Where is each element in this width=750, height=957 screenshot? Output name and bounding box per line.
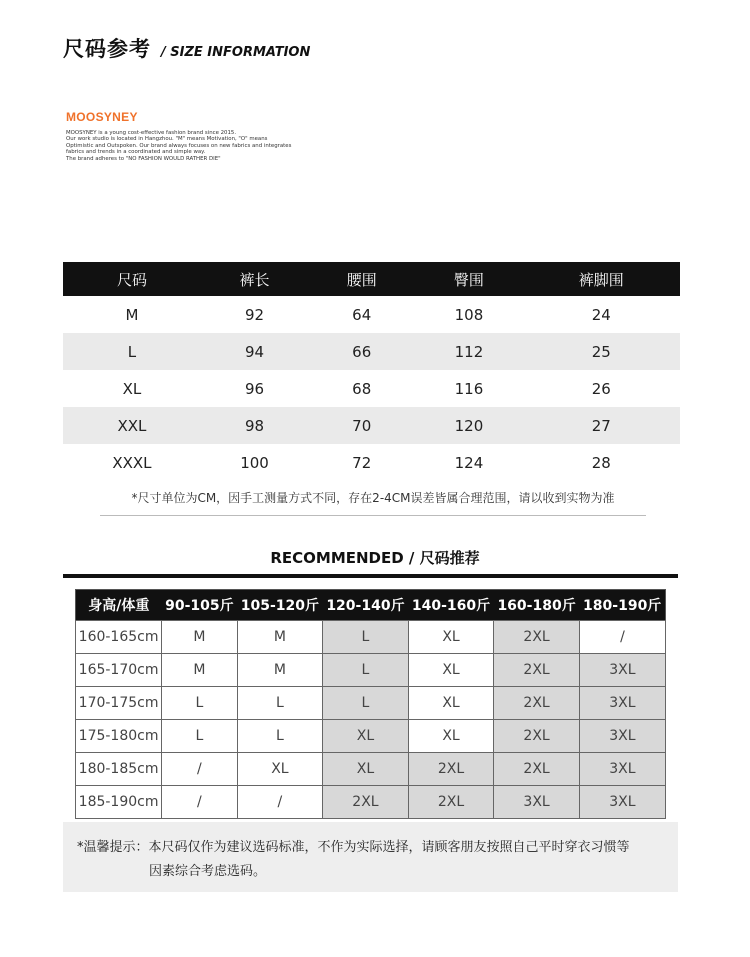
cell: 70 — [308, 407, 415, 444]
size-note: *尺寸单位为CM，因手工测量方式不同，存在2-4CM误差皆属合理范围，请以收到实物为准 — [100, 489, 646, 516]
recommend-header — [76, 590, 666, 621]
height-cell: 165-170cm — [76, 654, 162, 687]
header-waist: 腰围 — [308, 262, 415, 296]
cell: 25 — [523, 333, 680, 370]
height-cell: 180-185cm — [76, 753, 162, 786]
table-row — [76, 753, 666, 786]
table-row — [63, 370, 680, 407]
cell: M — [125, 305, 139, 324]
cell: 2XL — [494, 621, 580, 654]
recommend-table — [75, 589, 666, 819]
cell: 2XL — [494, 720, 580, 753]
header-length: 裤长 — [201, 262, 308, 296]
table-row — [76, 687, 666, 720]
height-cell: 160-165cm — [76, 621, 162, 654]
cell: XL — [408, 654, 494, 687]
header-cell: 身高/体重 — [76, 590, 162, 621]
cell: XL — [323, 753, 409, 786]
cell: 3XL — [579, 687, 665, 720]
cell: L — [162, 720, 237, 753]
cell: 2XL — [494, 753, 580, 786]
brand-line: fabrics and trends in a coordinated and simple way. — [66, 149, 206, 156]
header-cell: 90-105斤 — [162, 590, 237, 621]
cell: XL — [237, 753, 323, 786]
tip-box — [63, 822, 678, 892]
cell: M — [162, 621, 237, 654]
title-chinese: 尺码参考 — [63, 37, 151, 61]
cell: XL — [408, 687, 494, 720]
cell: L — [237, 720, 323, 753]
cell: 100 — [240, 453, 269, 472]
header-cell: 160-180斤 — [494, 590, 580, 621]
cell: 66 — [308, 333, 415, 370]
cell: 96 — [244, 379, 265, 398]
tip-text — [77, 836, 667, 884]
cell: XL — [323, 720, 409, 753]
cell: XXXL — [112, 453, 152, 472]
cell: 2XL — [323, 786, 409, 819]
brand-line: Our work studio is located in Hangzhou. "M" means Motivation, "O" means — [66, 136, 268, 143]
brand-block — [66, 110, 326, 162]
brand-logo: MOOSYNEY — [66, 110, 138, 124]
cell: XXL — [63, 407, 201, 444]
title-english: / SIZE INFORMATION — [161, 45, 311, 60]
cell: 26 — [591, 379, 611, 398]
height-cell: 170-175cm — [76, 687, 162, 720]
page-title — [63, 33, 310, 63]
height-cell: 175-180cm — [76, 720, 162, 753]
header-cell: 180-190斤 — [579, 590, 665, 621]
cell: XL — [408, 621, 494, 654]
header-cell: 105-120斤 — [237, 590, 323, 621]
cell: / — [162, 786, 237, 819]
cell: 120 — [415, 407, 522, 444]
brand-line: Optimistic and Outspoken. Our brand always focuses on new fabrics and integrates — [66, 142, 292, 149]
cell: / — [162, 753, 237, 786]
cell: L — [323, 687, 409, 720]
cell: L — [162, 687, 237, 720]
cell: 2XL — [408, 786, 494, 819]
cell: 92 — [244, 305, 265, 324]
cell: 2XL — [494, 687, 580, 720]
cell: / — [579, 621, 665, 654]
cell: 3XL — [579, 720, 665, 753]
cell: 27 — [523, 407, 680, 444]
header-cell: 120-140斤 — [323, 590, 409, 621]
cell: XL — [122, 379, 142, 398]
cell: L — [237, 687, 323, 720]
cell: 24 — [591, 305, 611, 324]
cell: 94 — [201, 333, 308, 370]
table-row — [63, 444, 680, 481]
cell: 116 — [454, 379, 484, 398]
cell: 3XL — [494, 786, 580, 819]
size-table-header — [63, 262, 680, 296]
header-hip: 臀围 — [415, 262, 522, 296]
cell: 108 — [454, 305, 484, 324]
brand-line: MOOSYNEY is a young cost-effective fashion brand since 2015. — [66, 130, 237, 136]
cell: 2XL — [408, 753, 494, 786]
header-size: 尺码 — [63, 262, 201, 296]
cell: 124 — [454, 453, 484, 472]
table-row — [76, 720, 666, 753]
cell: / — [237, 786, 323, 819]
cell: L — [63, 333, 201, 370]
cell: L — [323, 654, 409, 687]
cell: XL — [408, 720, 494, 753]
tip-line-1: *温馨提示：本尺码仅作为建议选码标准，不作为实际选择，请顾客朋友按照自己平时穿衣习惯等 — [77, 840, 630, 855]
size-table — [63, 262, 680, 481]
table-row — [63, 407, 680, 444]
header-hem: 裤脚围 — [523, 262, 680, 296]
height-cell: 185-190cm — [76, 786, 162, 819]
cell: 2XL — [494, 654, 580, 687]
recommend-title: RECOMMENDED / 尺码推荐 — [270, 549, 480, 567]
cell: 3XL — [579, 753, 665, 786]
table-row — [76, 621, 666, 654]
cell: M — [162, 654, 237, 687]
brand-line: The brand adheres to "NO FASHION WOULD RATHER DIE" — [66, 155, 221, 162]
cell: 28 — [591, 453, 611, 472]
table-row — [63, 296, 680, 333]
cell: 68 — [352, 379, 372, 398]
cell: 112 — [415, 333, 522, 370]
table-row — [63, 333, 680, 370]
divider — [63, 574, 678, 578]
tip-line-2: 因素综合考虑选码。 — [149, 864, 267, 879]
cell: 98 — [201, 407, 308, 444]
brand-description — [66, 130, 326, 162]
header-cell: 140-160斤 — [408, 590, 494, 621]
cell: M — [237, 654, 323, 687]
table-row — [76, 654, 666, 687]
cell: L — [323, 621, 409, 654]
cell: 64 — [352, 305, 372, 324]
cell: 3XL — [579, 654, 665, 687]
cell: M — [237, 621, 323, 654]
cell: 3XL — [579, 786, 665, 819]
table-row — [76, 786, 666, 819]
cell: 72 — [352, 453, 372, 472]
